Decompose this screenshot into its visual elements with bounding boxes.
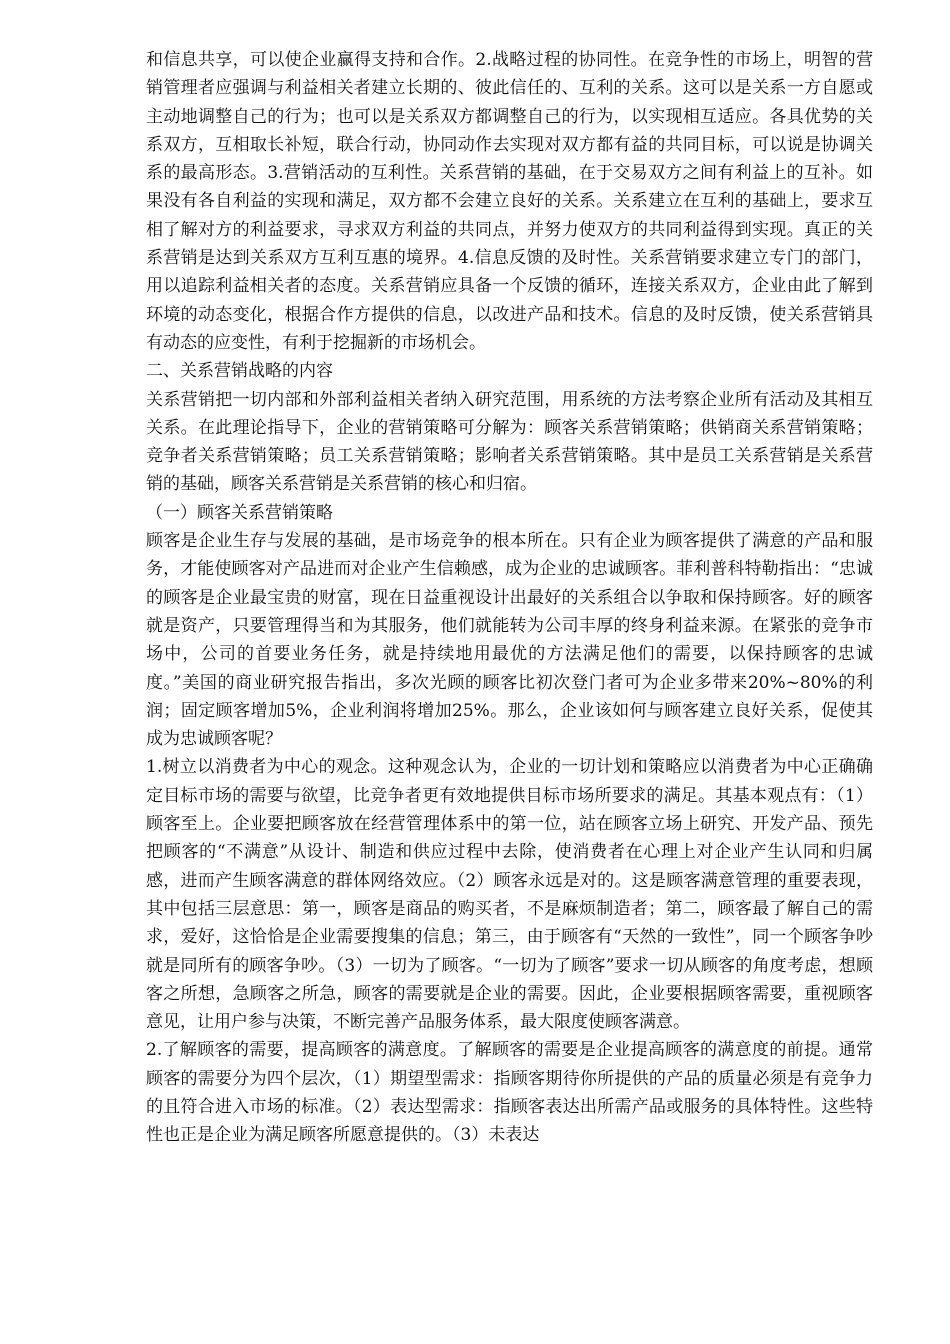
- paragraph-consumer-centered: 1.树立以消费者为中心的观念。这种观念认为，企业的一切计划和策略应以消费者为中心正确确定目标市场的需要与欲望，比竞争者更有效地提供目标市场所要求的满足。其基本观点有：（1）顾客至上。企业要把顾客放在经营管理体系中的第一位，站在顾客立场上研究、开发产品、预先把顾客的“不满意”从设计、制造和供应过程中去除，使消费者在心理上对企业产生认同和归属感，进而产生顾客满意的群体网络效应。（2）顾客永远是对的。这是顾客满意管理的重要表现，其中包括三层意思：第一，顾客是商品的购买者，不是麻烦制造者；第二，顾客最了解自己的需求，爱好，这恰恰是企业需要搜集的信息；第三，由于顾客有“天然的一致性”，同一个顾客争吵就是同所有的顾客争吵。（3）一切为了顾客。“一切为了顾客”要求一切从顾客的角度考虑，想顾客之所想，急顾客之所急，顾客的需要就是企业的需要。因此，企业要根据顾客需要，重视顾客意见，让用户参与决策，不断完善产品服务体系，最大限度使顾客满意。: [146, 757, 873, 1033]
- paragraph-customer-needs: 2.了解顾客的需要，提高顾客的满意度。了解顾客的需要是企业提高顾客的满意度的前提。通常顾客的需要分为四个层次，（1）期望型需求：指顾客期待你所提供的产品的质量必须是有竞争力的且符合进入市场的标准。（2）表达型需求：指顾客表达出所需产品或服务的具体特性。这些特性也正是企业为满足顾客所愿意提供的。（3）未表达: [146, 1040, 873, 1146]
- paragraph-customer-loyalty: 顾客是企业生存与发展的基础，是市场竞争的根本所在。只有企业为顾客提供了满意的产品和服务，才能使顾客对产品进而对企业产生信赖感，成为企业的忠诚顾客。菲利普科特勒指出：“忠诚的顾客是企业最宝贵的财富，现在日益重视设计出最好的关系组合以争取和保持顾客。好的顾客就是资产，只要管理得当和为其服务，他们就能转为公司丰厚的终身利益来源。在紧张的竞争市场中，公司的首要业务任务，就是持续地用最优的方法满足他们的需要，以保持顾客的忠诚度。”美国的商业研究报告指出，多次光顾的顾客比初次登门者可为企业多带来20%~80%的利润；固定顾客增加5%，企业利润将增加25%。那么，企业该如何与顾客建立良好关系，促使其成为忠诚顾客呢？: [146, 531, 873, 750]
- paragraph-cooperation-principles: 和信息共享，可以使企业赢得支持和合作。2.战略过程的协同性。在竞争性的市场上，明智的营销管理者应强调与利益相关者建立长期的、彼此信任的、互利的关系。这可以是关系一方自愿或主动地调整自己的行为；也可以是关系双方都调整自己的行为，以实现相互适应。各具优势的关系双方，互相取长补短，联合行动，协同动作去实现对双方都有益的共同目标，可以说是协调关系的最高形态。3.营销活动的互利性。关系营销的基础，在于交易双方之间有利益上的互补。如果没有各自利益的实现和满足，双方都不会建立良好的关系。关系建立在互利的基础上，要求互相了解对方的利益要求，寻求双方利益的共同点，并努力使双方的共同利益得到实现。真正的关系营销是达到关系双方互利互惠的境界。4.信息反馈的及时性。关系营销要求建立专门的部门，用以追踪利益相关者的态度。关系营销应具备一个反馈的循环，连接关系双方，企业由此了解到环境的动态变化，根据合作方提供的信息，以改进产品和技术。信息的及时反馈，使关系营销具有动态的应变性，有利于挖掘新的市场机会。: [146, 50, 873, 353]
- section-heading-strategy-content: 二、关系营销战略的内容: [146, 361, 333, 382]
- paragraph-strategy-overview: 关系营销把一切内部和外部利益相关者纳入研究范围，用系统的方法考察企业所有活动及其相互关系。在此理论指导下，企业的营销策略可分解为：顾客关系营销策略；供销商关系营销策略；竞争者关系营销策略；员工关系营销策略；影响者关系营销策略。其中是员工关系营销是关系营销的基础，顾客关系营销是关系营销的核心和归宿。: [146, 389, 873, 495]
- subsection-heading-customer-strategy: （一）顾客关系营销策略: [146, 502, 333, 523]
- document-body: [146, 46, 873, 1150]
